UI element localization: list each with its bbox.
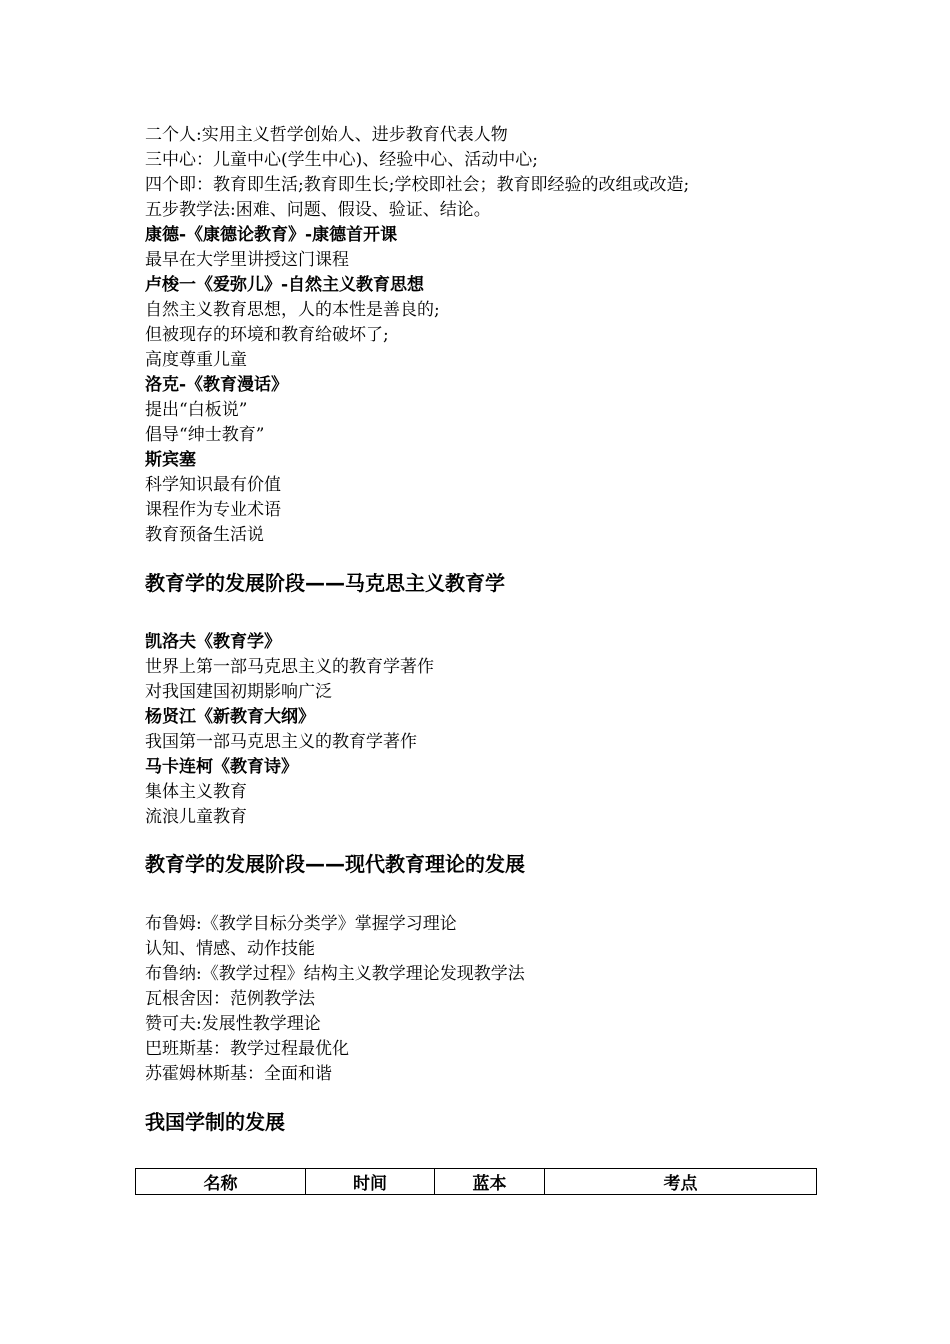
text-line: 苏霍姆林斯基：全面和谐 xyxy=(145,1064,332,1084)
text-line: 高度尊重儿童 xyxy=(145,350,247,370)
table-header-row xyxy=(136,1169,817,1195)
text-line: 四个即：教育即生活;教育即生长;学校即社会；教育即经验的改组或改造; xyxy=(145,175,690,195)
text-line: 五步教学法:困难、问题、假设、验证、结论。 xyxy=(145,200,491,220)
subheading-yang-xianjiang: 杨贤江《新教育大纲》 xyxy=(145,707,315,727)
subheading-makarenko: 马卡连柯《教育诗》 xyxy=(145,757,298,777)
text-line: 二个人:实用主义哲学创始人、进步教育代表人物 xyxy=(145,125,508,145)
subheading-rousseau: 卢梭一《爱弥儿》-自然主义教育思想 xyxy=(145,275,425,295)
section-heading-marxist: 教育学的发展阶段——马克思主义教育学 xyxy=(145,571,505,595)
text-line: 赞可夫:发展性教学理论 xyxy=(145,1014,321,1034)
text-line: 集体主义教育 xyxy=(145,782,247,802)
text-line: 教育预备生活说 xyxy=(145,525,264,545)
section-heading-school-system: 我国学制的发展 xyxy=(145,1110,285,1134)
school-system-table xyxy=(135,1168,817,1195)
text-line: 流浪儿童教育 xyxy=(145,807,247,827)
text-line: 科学知识最有价值 xyxy=(145,475,281,495)
text-line: 三中心：儿童中心(学生中心)、经验中心、活动中心; xyxy=(145,150,538,170)
subheading-spencer: 斯宾塞 xyxy=(145,450,196,470)
text-line: 提出“白板说” xyxy=(145,400,248,420)
subheading-kant: 康德-《康德论教育》-康德首开课 xyxy=(145,225,398,245)
text-line: 布鲁纳:《教学过程》结构主义教学理论发现教学法 xyxy=(145,964,525,984)
section-heading-modern-theory: 教育学的发展阶段——现代教育理论的发展 xyxy=(145,852,525,876)
text-line: 我国第一部马克思主义的教育学著作 xyxy=(145,732,417,752)
text-line: 认知、情感、动作技能 xyxy=(145,939,315,959)
text-line: 瓦根舍因：范例教学法 xyxy=(145,989,315,1009)
subheading-locke: 洛克-《教育漫话》 xyxy=(145,375,289,395)
text-line: 倡导“绅士教育” xyxy=(145,425,265,445)
table-header-key-points: 考点 xyxy=(545,1169,817,1195)
table-header-model: 蓝本 xyxy=(435,1169,545,1195)
text-line: 布鲁姆:《教学目标分类学》掌握学习理论 xyxy=(145,914,457,934)
text-line: 课程作为专业术语 xyxy=(145,500,281,520)
subheading-kairov: 凯洛夫《教育学》 xyxy=(145,632,281,652)
text-line: 世界上第一部马克思主义的教育学著作 xyxy=(145,657,434,677)
text-line: 最早在大学里讲授这门课程 xyxy=(145,250,349,270)
table-header-time: 时间 xyxy=(306,1169,435,1195)
text-line: 对我国建国初期影响广泛 xyxy=(145,682,332,702)
table-header-name: 名称 xyxy=(136,1169,306,1195)
text-line: 自然主义教育思想，人的本性是善良的; xyxy=(145,300,440,320)
text-line: 但被现存的环境和教育给破坏了; xyxy=(145,325,389,345)
text-line: 巴班斯基：教学过程最优化 xyxy=(145,1039,349,1059)
